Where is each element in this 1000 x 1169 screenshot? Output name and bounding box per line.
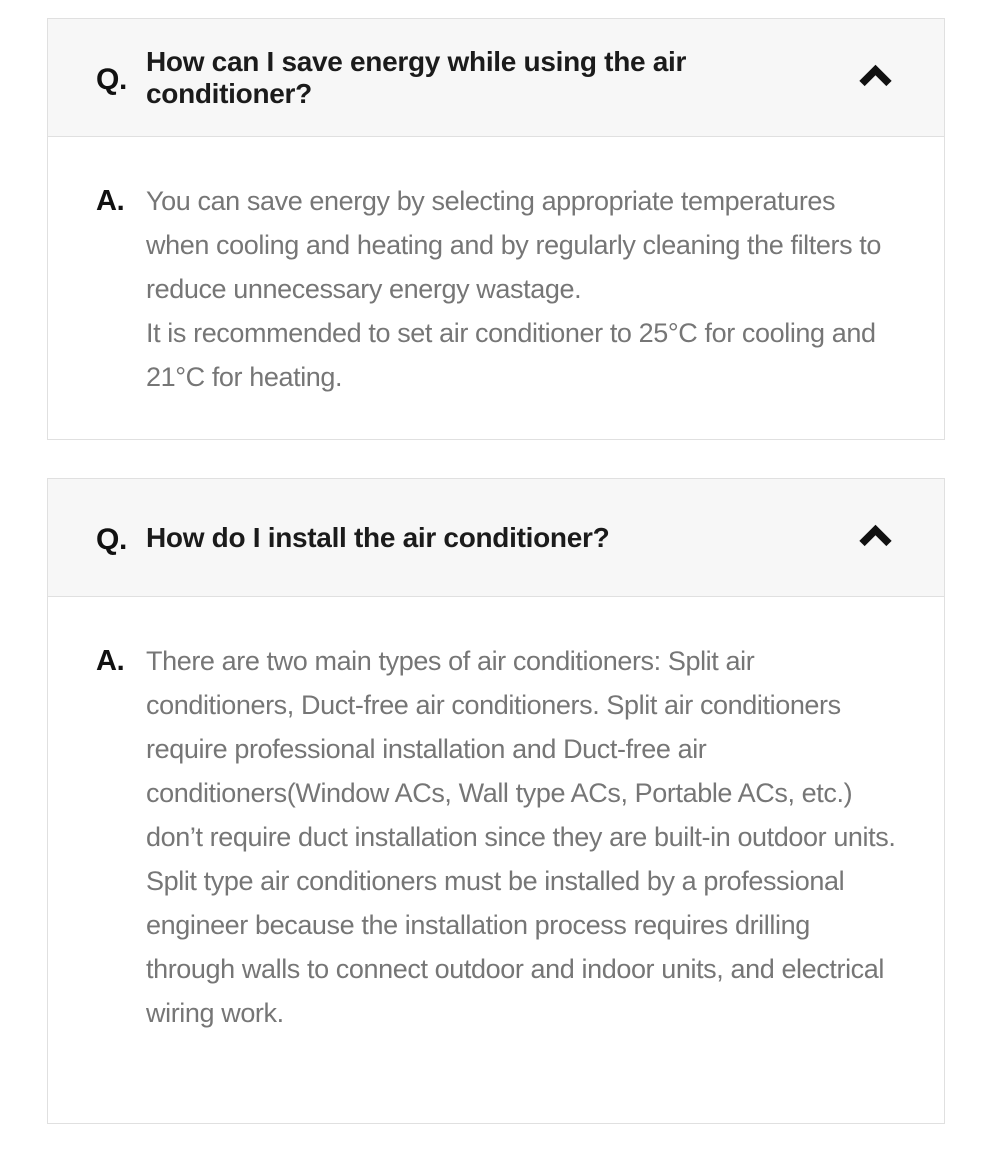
faq-question-header[interactable]: [48, 19, 944, 137]
faq-item: [47, 478, 945, 1124]
faq-question-header[interactable]: [48, 479, 944, 597]
answer-text: [146, 179, 896, 399]
faq-item: [47, 18, 945, 440]
question-text: How do I install the air conditioner?: [146, 521, 610, 553]
faq-answer-panel: [48, 597, 944, 1123]
answer-paragraph: There are two main types of air conditioners: Split air conditioners, Duct-free air conditioners. Split air conditioners require professional installation and Duct-free air conditioners(Window ACs, Wall type ACs, Portable ACs, etc.) don’t require duct installation since they are built-in outdoor units. Split type air conditioners must be installed by a professional engineer because the installation process requires drilling through walls to connect outdoor and indoor units, and electrical wiring work.: [146, 646, 896, 1028]
answer-text: [146, 639, 896, 1035]
question-text: How can I save energy while using the air conditioner?: [146, 45, 687, 109]
question-label: Q.: [96, 62, 128, 96]
answer-label: A.: [96, 645, 125, 677]
collapse-toggle-button[interactable]: [857, 64, 894, 92]
chevron-up-icon: [857, 524, 894, 552]
answer-paragraph: You can save energy by selecting appropriate temperatures when cooling and heating and by regularly cleaning the filters to reduce unnecessary energy wastage.: [146, 186, 881, 304]
answer-label: A.: [96, 185, 125, 217]
faq-accordion: [47, 18, 945, 1124]
question-label: Q.: [96, 522, 128, 556]
faq-answer-panel: [48, 137, 944, 439]
collapse-toggle-button[interactable]: [857, 524, 894, 552]
answer-paragraph: It is recommended to set air conditioner to 25°C for cooling and 21°C for heating.: [146, 318, 876, 392]
chevron-up-icon: [857, 64, 894, 92]
